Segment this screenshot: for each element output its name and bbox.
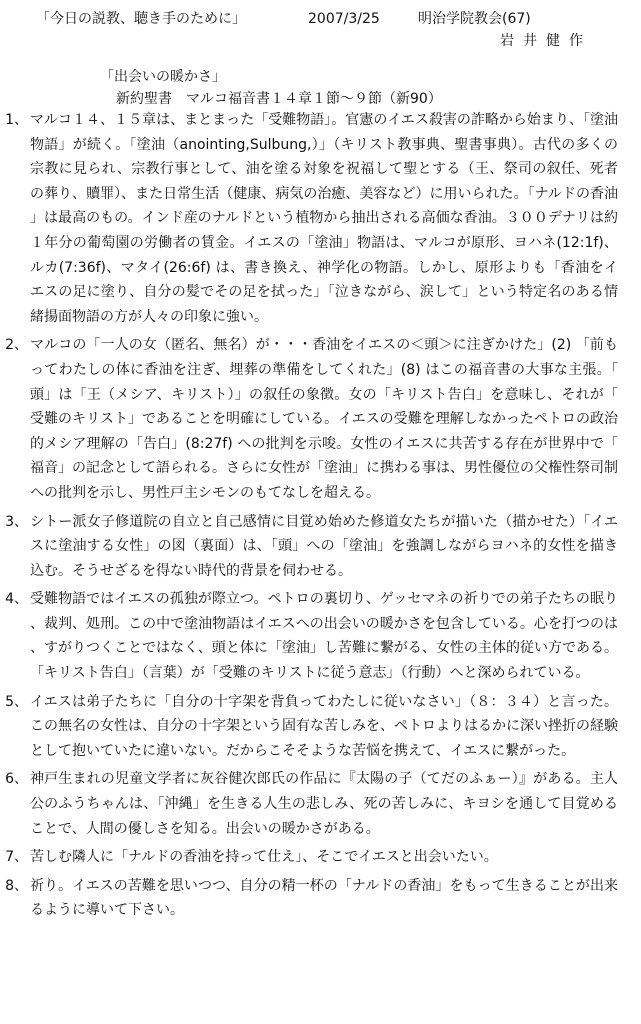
- church-name: 明治学院教会(67): [418, 11, 531, 27]
- item-text: 神戸生まれの児童文学者に灰谷健次郎氏の作品に『太陽の子（てだのふぁー）』がある。主人公のふうちゃんは、「沖縄」を生きる人生の悲しみ、死の苦しみに、キヨシを通して目覚めることで、人間の優しさを知る。出会いの暖かさがある。: [30, 771, 618, 837]
- sermon-date: 2007/3/25: [308, 11, 380, 27]
- item-text: 受難物語ではイエスの孤独が際立つ。ペトロの裏切り、ゲッセマネの祈りでの弟子たちの眠り、裁判、処刑。この中で塗油物語はイエスへの出会いの暖かさを包含している。心を打つのは、すがりつくことではなく、頭と体に「塗油」し苦難に繋がる、女性の主体的従い方である。「キリスト告白」（言葉）が「受難のキリストに従う意志」（行動）へと深められている。: [30, 591, 618, 682]
- item-text: イエスは弟子たちに「自分の十字架を背負ってわたしに従いなさい」（８：３４）と言った。この無名の女性は、自分の十字架という固有な苦しみを、ペトロよりはるかに深い挫折の経験として抱いていたに違いない。だからこそそような苦悩を携えて、イエスに繋がった。: [30, 693, 618, 759]
- item-number: 3、: [5, 513, 28, 530]
- list-item: [0, 690, 641, 764]
- item-text: マルコ１４、１５章は、まとまった「受難物語」。官憲のイエス殺害の詐略から始まり、「塗油物語」が続く。「塗油（anointing,Sulbung,）」（キリスト教事典、聖書事典）。古代の多くの宗教に見られ、宗教行事として、油を塗る対象を祝福して聖とする（王、祭司の叙任、死者の葬り、贖罪）、また日常生活（健康、病気の治癒、美容など）に用いられた。「ナルドの香油」は最高のもの。インド産のナルドという植物から抽出される高価な香油。３００デナリは約１年分の葡萄園の労働者の賃金。イエスの「塗油」物語は、マルコが原形、ヨハネ(12:1f)、ルカ(7:36f)、マタイ(26:6f) は、書き換え、神学化の物語。しかし、原形よりも「香油をイエスの足に塗り、自分の髪でその足を拭った」「泣きながら、涙して」という特定名のある情緒揚面物語の方が人々の印象に強い。: [30, 112, 618, 325]
- item-text: シトー派女子修道院の自立と自己感情に目覚め始めた修道女たちが描いた（描かせた）「イエスに塗油する女性」の図（裏面）は、「頭」への「塗油」を強調しながらヨハネ的女性を描き込む。そうせざるを得ない時代的背景を伺わせる。: [30, 513, 618, 579]
- item-number: 5、: [5, 693, 28, 710]
- list-item: [0, 767, 641, 841]
- item-text: 祈り。イエスの苦難を思いつつ、自分の精一杯の「ナルドの香油」をもって生きることが出来るように導いて下さい。: [30, 877, 618, 919]
- author-name: 岩井健作: [500, 33, 592, 49]
- list-item: [0, 510, 641, 584]
- item-number: 7、: [5, 849, 28, 866]
- sermon-body: [0, 108, 641, 923]
- series-title: 「今日の説教、聴き手のために」: [36, 11, 246, 27]
- list-item: [0, 845, 641, 870]
- list-item: [0, 587, 641, 685]
- item-number: 4、: [5, 591, 28, 608]
- item-number: 1、: [5, 112, 28, 128]
- scripture-passage: 新約聖書 マルコ福音書１４章１節～９節（新90）: [116, 91, 442, 107]
- item-number: 8、: [5, 877, 28, 894]
- item-number: 2、: [5, 337, 28, 354]
- sermon-title: 「出会いの暖かさ」: [100, 69, 226, 85]
- list-item: [0, 333, 641, 505]
- list-item: [0, 108, 641, 329]
- item-text: 苦しむ隣人に「ナルドの香油を持って仕え」、そこでイエスと出会いたい。: [30, 849, 498, 866]
- item-number: 6、: [5, 771, 28, 788]
- list-item: [0, 874, 641, 923]
- item-text: マルコの「一人の女（匿名、無名）が・・・香油をイエスの＜頭＞に注ぎかけた」(2) 「前もってわたしの体に香油を注ぎ、埋葬の準備をしてくれた」(8) はこの福音書の大事な主張。「頭」は「王（メシア、キリスト）」の叙任の象徴。女の「キリスト告白」を意味し、それが「受難のキリスト」であることを明確にしている。イエスの受難を理解しなかったペトロの政治的メシア理解の「告白」(8:27f) への批判を示唆。女性のイエスに共苦する存在が世界中で「福音」の記念として語られる。さらに女性が「塗油」に携わる事は、男性優位の父権性祭司制への批判を示し、男性戸主シモンのもてなしを超える。: [30, 337, 618, 501]
